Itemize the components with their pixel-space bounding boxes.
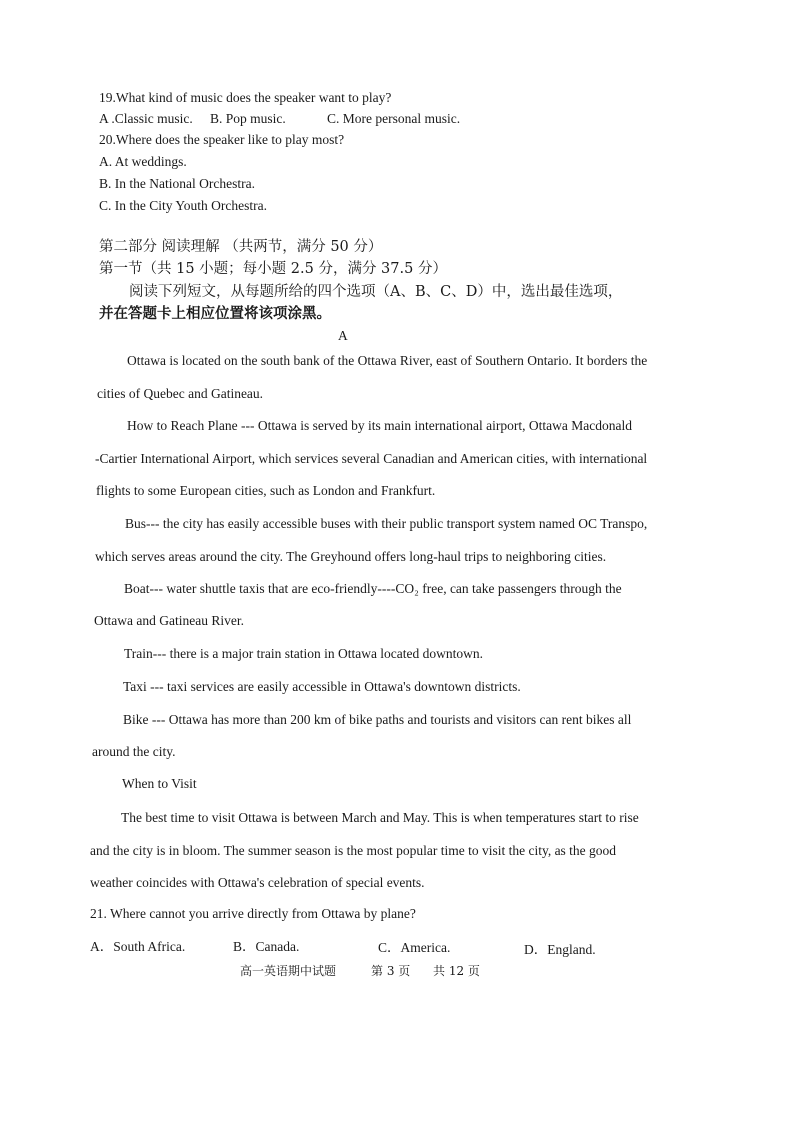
q21-option-d: D．England.	[524, 942, 596, 957]
q21-option-c: C．America.	[378, 940, 451, 955]
part-title: 第二部分 阅读理解 （共两节，满分 50 分）	[99, 239, 383, 255]
passage-line: which serves areas around the city. The Greyhound offers long-haul trips to neighboring cities.	[95, 549, 607, 564]
passage-letter: A	[338, 328, 348, 343]
passage-line: Taxi --- taxi services are easily accessible in Ottawa's downtown districts.	[123, 679, 521, 694]
passage-line: The best time to visit Ottawa is between March and May. This is when temperatures start to rise	[121, 810, 639, 825]
subheading-when-to-visit: When to Visit	[122, 776, 197, 791]
passage-line: around the city.	[92, 744, 176, 759]
passage-line: Bus--- the city has easily accessible buses with their public transport system named OC Transpo,	[125, 516, 648, 531]
passage-line: cities of Quebec and Gatineau.	[97, 386, 264, 401]
question-21: 21. Where cannot you arrive directly from Ottawa by plane?	[90, 906, 416, 921]
passage-line: Ottawa is located on the south bank of the Ottawa River, east of Southern Ontario. It borders the	[127, 353, 648, 368]
q19-option-c: C. More personal music.	[327, 111, 461, 126]
question-19: 19.What kind of music does the speaker want to play?	[99, 90, 392, 105]
q19-option-b: B. Pop music.	[210, 111, 286, 126]
footer-exam-name: 高一英语期中试题	[240, 964, 337, 978]
q19-option-a: A .Classic music.	[99, 111, 193, 126]
q20-option-a: A. At weddings.	[99, 154, 187, 169]
passage-line: weather coincides with Ottawa's celebration of special events.	[90, 875, 425, 890]
q21-option-b: B．Canada.	[233, 939, 300, 954]
instruction-line-1: 阅读下列短文，从每题所给的四个选项（A、B、C、D）中，选出最佳选项，	[129, 284, 623, 300]
q20-option-b: B. In the National Orchestra.	[99, 176, 255, 191]
passage-line: flights to some European cities, such as London and Frankfurt.	[96, 483, 436, 498]
instruction-line-2: 并在答题卡上相应位置将该项涂黑。	[99, 305, 331, 322]
section-title: 第一节（共 15 小题；每小题 2.5 分，满分 37.5 分）	[99, 261, 447, 277]
q20-option-c: C. In the City Youth Orchestra.	[99, 198, 267, 213]
passage-line: Ottawa and Gatineau River.	[94, 613, 244, 628]
footer-page-number: 第 3 页	[371, 964, 411, 978]
passage-line: How to Reach Plane --- Ottawa is served by its main international airport, Ottawa Macdonald	[127, 418, 632, 433]
passage-line: and the city is in bloom. The summer season is the most popular time to visit the city, as the good	[90, 843, 617, 858]
footer-total-pages: 共 12 页	[433, 964, 480, 978]
passage-line: -Cartier International Airport, which services several Canadian and American cities, with international	[95, 451, 648, 466]
passage-line: Bike --- Ottawa has more than 200 km of bike paths and tourists and visitors can rent bikes all	[123, 712, 632, 727]
q21-option-a: A．South Africa.	[90, 939, 186, 954]
passage-line: Boat--- water shuttle taxis that are eco-friendly----CO₂ free, can take passengers through the	[124, 581, 622, 596]
question-20: 20.Where does the speaker like to play most?	[99, 132, 345, 147]
passage-line: Train--- there is a major train station in Ottawa located downtown.	[124, 646, 484, 661]
